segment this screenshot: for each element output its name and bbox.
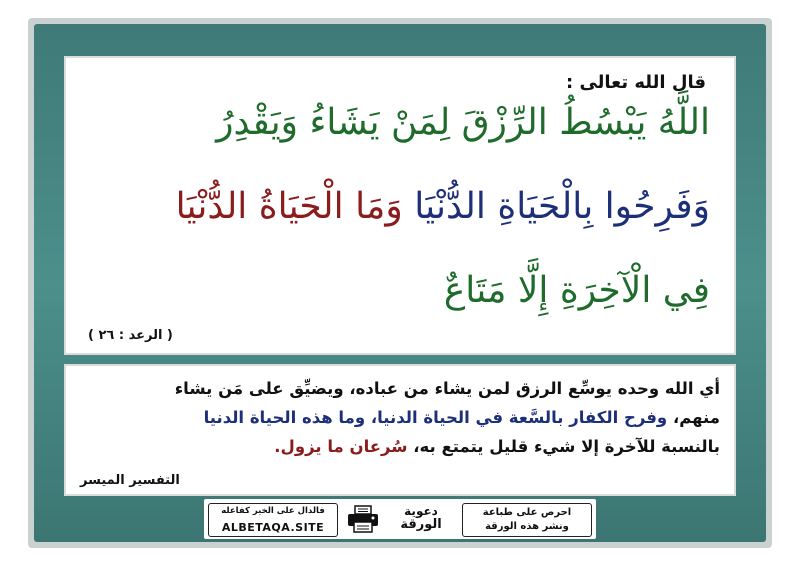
site-box[interactable] [208, 503, 338, 537]
tafsir-label: التفسير الميسر [80, 473, 180, 488]
logo-word-2: الورقة [400, 517, 442, 532]
verse-line-2-part-2: وَمَا الْحَيَاةُ الدُّنْيَا [175, 186, 403, 227]
printer-icon [346, 505, 380, 533]
verse-line-3: فِي الْآخِرَةِ إِلَّا مَتَاعٌ [443, 270, 710, 311]
tafsir-line-3-part-2: سُرعان ما يزول. [274, 437, 408, 456]
tafsir-line-3-part-1: بالنسبة للآخرة إلا شيء قليل يتمتع به، [413, 437, 720, 456]
verse-line-2 [90, 186, 710, 227]
tafsir-line-2-part-1: منهم، [672, 408, 720, 427]
print-note-box [462, 503, 592, 537]
print-note-line-2: ونشر هذه الورقة [485, 521, 569, 532]
footer-bar [204, 499, 596, 539]
print-note-line-1: احرص على طباعة [482, 507, 572, 518]
quote-intro: قال الله تعالى : [565, 72, 706, 93]
tafsir-card [66, 366, 734, 494]
verse-line-2-part-1: وَفَرِحُوا بِالْحَيَاةِ الدُّنْيَا [414, 186, 710, 227]
logo [390, 501, 452, 537]
dua-text: فالدال على الخير كفاعله [221, 506, 325, 516]
site-link[interactable]: ALBETAQA.SITE [221, 521, 325, 534]
quote-card [66, 58, 734, 353]
logo-word-1: دعوية [404, 504, 438, 518]
verse-source: ( الرعد : ٢٦ ) [88, 328, 173, 343]
tafsir-line-2-part-2: وفرح الكفار بالسَّعة في الحياة الدنيا، وما هذه الحياة الدنيا [203, 408, 668, 427]
tafsir-line-2 [80, 403, 720, 432]
tafsir-line-1: أي الله وحده يوسِّع الرزق لمن يشاء من عباده، ويضيِّق على مَن يشاء [174, 379, 720, 398]
tafsir-line-3 [80, 432, 720, 461]
verse-line-1: اللَّهُ يَبْسُطُ الرِّزْقَ لِمَنْ يَشَاءُ وَيَقْدِرُ [216, 102, 710, 143]
